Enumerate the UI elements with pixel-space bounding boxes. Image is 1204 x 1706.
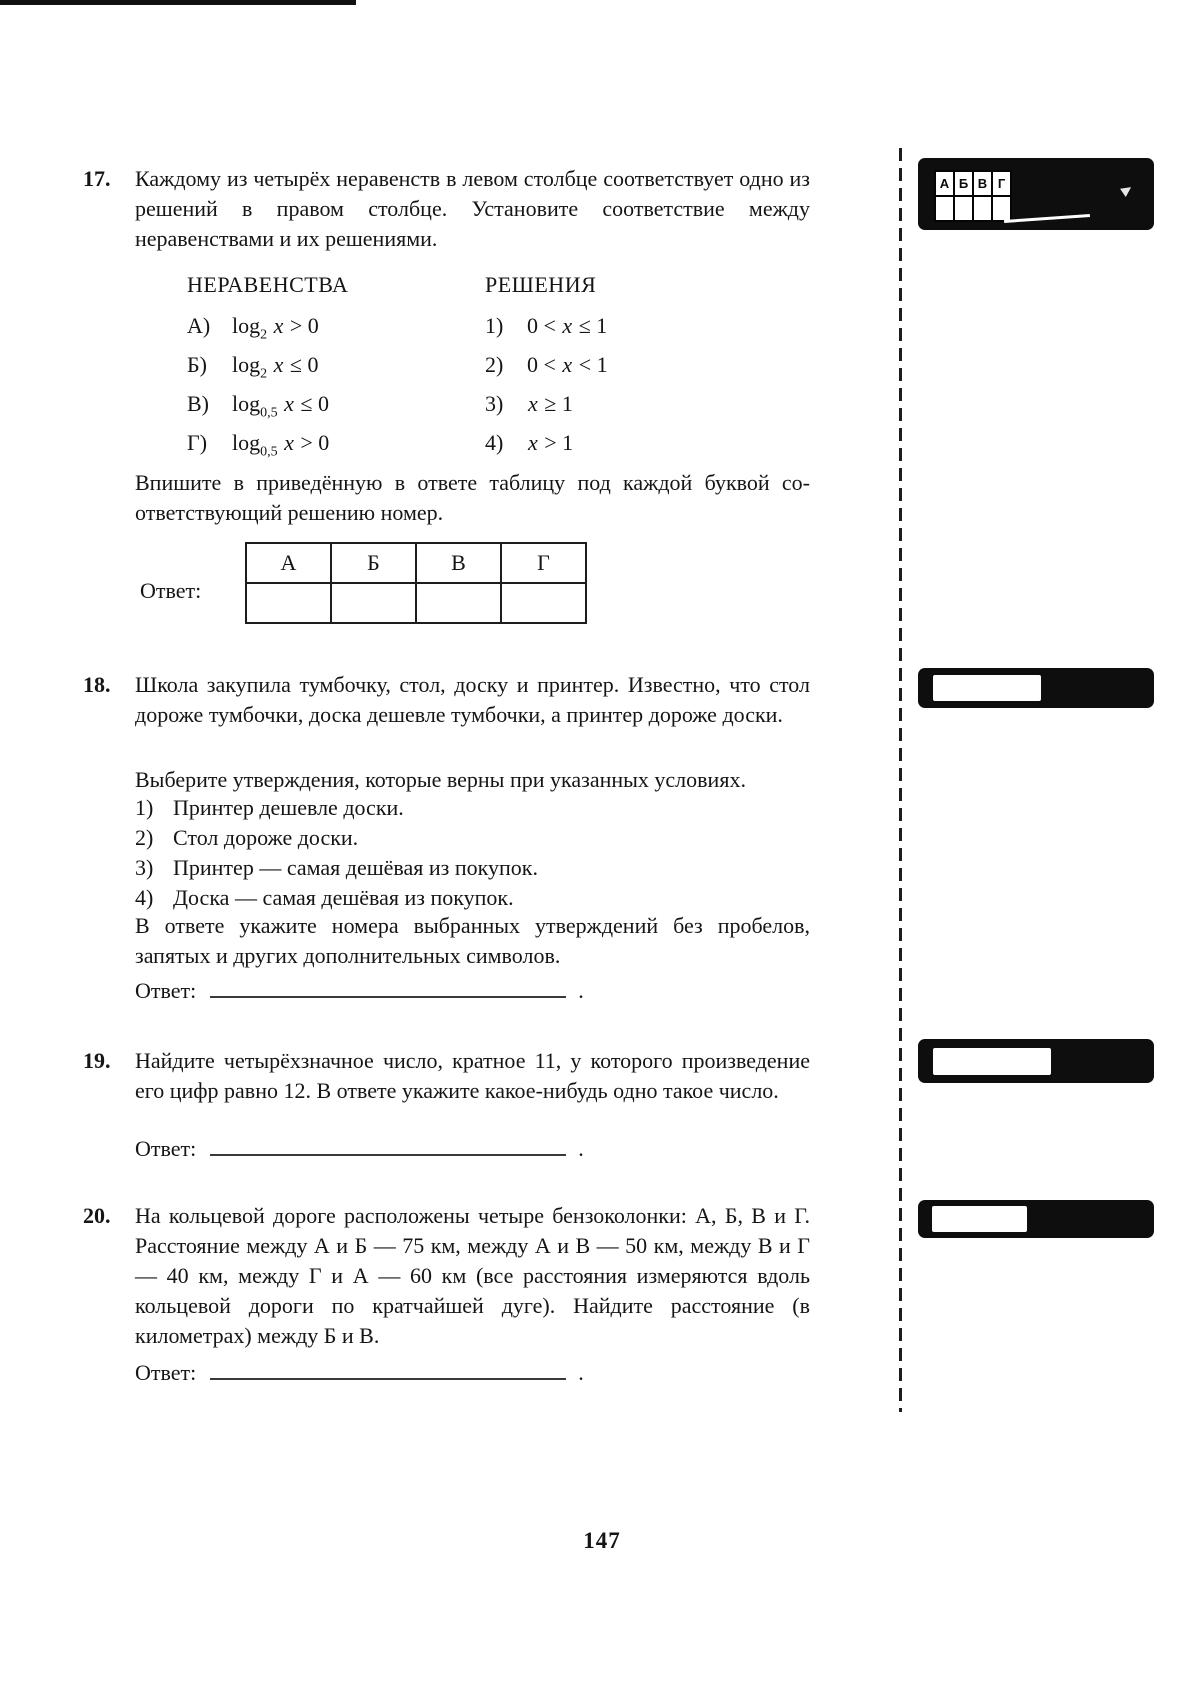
answer-table-value-cell [416, 583, 501, 623]
margin-slash-mark [1004, 214, 1090, 223]
option-text: Стол дороже доски. [173, 825, 359, 850]
option-row [135, 853, 815, 883]
margin-grid-letter: А [935, 171, 954, 196]
problem-19-number: 19. [83, 1048, 111, 1073]
inequality-label: А) [187, 313, 211, 338]
margin-answer-box-20 [918, 1200, 1154, 1238]
problem-17-instruction: Впишите в приведённую в ответе таблицу под каждой буквой соответствующий решению номер. [135, 470, 810, 525]
solution-label: 3) [485, 391, 504, 416]
option-text: Доска — самая дешёвая из покупок. [173, 885, 514, 910]
margin-grid-letter: Б [954, 171, 973, 196]
problem-17 [83, 164, 810, 254]
inequality-label: Б) [187, 352, 207, 377]
problem-20-number: 20. [83, 1203, 111, 1228]
solution-formula: x ≥ 1 [528, 391, 573, 416]
margin-grid-empty-cell [973, 196, 992, 221]
option-text: Принтер дешевле доски. [173, 795, 404, 820]
answer-table-header-cell: Г [501, 543, 586, 583]
option-number: 1) [135, 795, 154, 820]
answer-label: Ответ: [140, 578, 202, 603]
problem-18 [83, 670, 810, 730]
problem-18-number: 18. [83, 672, 111, 697]
margin-answer-slot [933, 675, 1041, 701]
problem-20 [83, 1201, 810, 1351]
option-number: 2) [135, 825, 154, 850]
margin-grid-empty-cell [992, 196, 1011, 221]
solution-label: 4) [485, 430, 504, 455]
problem-18-options [135, 793, 815, 913]
page-number: 147 [583, 1528, 621, 1553]
answer-table-header-cell: В [416, 543, 501, 583]
problem-18-note: В ответе укажите номера выбранных утверждений без пробелов, запятых и других дополнительных символов. [135, 913, 810, 968]
margin-answer-box-19 [918, 1039, 1154, 1083]
margin-answer-grid [934, 170, 1012, 222]
solution-formula: x > 1 [528, 430, 574, 455]
answer-terminator: . [578, 1360, 584, 1385]
answer-blank [210, 1378, 566, 1380]
problem-20-text: На кольцевой дороге расположены четыре бензоколонки: А, Б, В и Г. Расстояние между А и Б — 75 км, между А и В — 50 км, между В и Г — 40 км, между Г и А — 60 км (все расстояния измеряются вдоль кольцевой дороги по кратчайшей дуге). Найдите расстояние (в километрах) между Б и В. [135, 1203, 810, 1348]
solution-label: 2) [485, 352, 504, 377]
answer-label: Ответ: [135, 978, 197, 1003]
margin-grid-letter: В [973, 171, 992, 196]
margin-answer-slot [932, 1206, 1027, 1232]
margin-grid-letter: Г [992, 171, 1011, 196]
margin-answer-slot [933, 1048, 1051, 1075]
answer-blank [210, 996, 566, 998]
answer-table-value-cell [331, 583, 416, 623]
problem-20-answer-line [135, 1360, 584, 1386]
inequality-label: В) [187, 391, 209, 416]
solution-label: 1) [485, 313, 504, 338]
answer-table-value-cell [501, 583, 586, 623]
inequality-formula: $\log_{0,5} x \le 0$ [232, 391, 329, 421]
margin-arrow-icon [1120, 183, 1134, 197]
solutions-header: РЕШЕНИЯ [485, 272, 597, 297]
answer-terminator: . [578, 1136, 584, 1161]
answer-table [245, 542, 587, 624]
answer-terminator: . [578, 978, 584, 1003]
solution-formula: 0 < x ≤ 1 [527, 313, 608, 338]
inequality-formula: $\log_2 x > 0$ [232, 313, 319, 343]
problem-18-answer-line [135, 978, 584, 1004]
answer-label: Ответ: [135, 1136, 197, 1161]
margin-grid-empty-cell [954, 196, 973, 221]
option-number: 4) [135, 885, 154, 910]
option-text: Принтер — самая дешёвая из покупок. [173, 855, 538, 880]
inequality-formula: $\log_{0,5} x > 0$ [232, 430, 330, 460]
answer-blank [210, 1154, 566, 1156]
inequality-formula: $\log_2 x \le 0$ [232, 352, 319, 382]
problem-19-text: Найдите четырёхзначное число, кратное 11, у которого произведение его цифр равно 12. В ответе укажите какое-нибудь одно такое число. [135, 1048, 810, 1103]
solution-formula: 0 < x < 1 [527, 352, 608, 377]
problem-19 [83, 1046, 810, 1106]
problem-19-answer-line [135, 1136, 584, 1162]
problem-17-text: Каждому из четырёх неравенств в левом столбце соответствует одно из решений в правом столбце. Установите соответствие между неравенствами и их решениями. [135, 166, 810, 251]
inequalities-header: НЕРАВЕНСТВА [187, 272, 349, 297]
problem-18-text: Школа закупила тумбочку, стол, доску и принтер. Известно, что стол дороже тумбочки, доска дешевле тумбочки, а принтер дороже доски. [135, 672, 810, 727]
margin-answer-box-17 [918, 158, 1154, 230]
answer-table-value-cell [246, 583, 331, 623]
answer-table-header-cell: А [246, 543, 331, 583]
margin-dashed-rule [899, 148, 902, 1412]
option-number: 3) [135, 855, 154, 880]
option-row [135, 823, 815, 853]
margin-grid-empty-cell [935, 196, 954, 221]
problem-17-number: 17. [83, 166, 111, 191]
problem-17-matching-table [187, 272, 717, 462]
answer-table-header-cell: Б [331, 543, 416, 583]
option-row [135, 793, 815, 823]
problem-18-prompt: Выберите утверждения, которые верны при указанных условиях. [135, 767, 746, 792]
option-row [135, 883, 815, 913]
margin-answer-box-18 [918, 668, 1154, 708]
answer-label: Ответ: [135, 1360, 197, 1385]
scan-artifact-strip [0, 0, 356, 5]
inequality-label: Г) [187, 430, 208, 455]
